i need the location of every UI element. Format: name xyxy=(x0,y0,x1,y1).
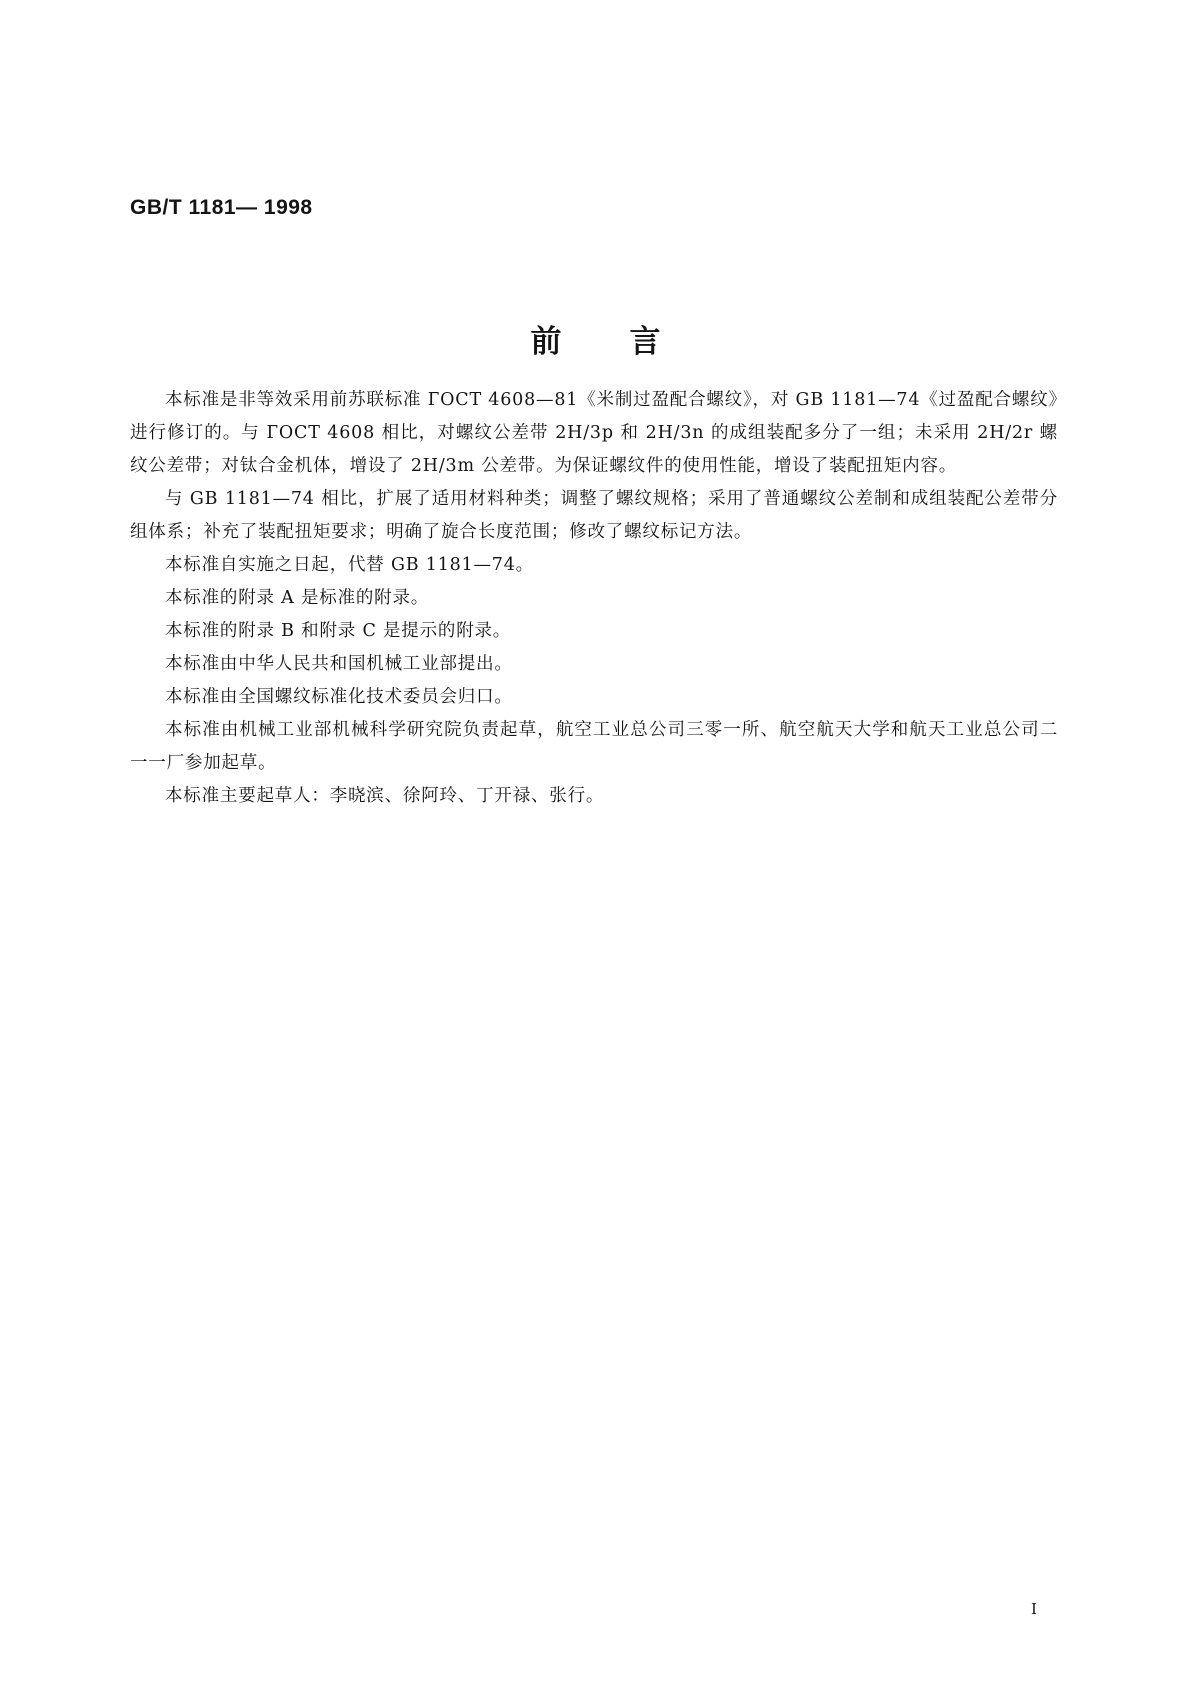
paragraph-adoption: 本标准是非等效采用前苏联标准 ГОСТ 4608—81《米制过盈配合螺纹》，对 GB 1181—74《过盈配合螺纹》进行修订的。与 ГОСТ 4608 相比，对螺纹公差带 2H/3p 和 2H/3n 的成组装配多分了一组；未采用 2H/2r 螺纹公差带；对钛合金机体，增设了 2H/3m 公差带。为保证螺纹件的使用性能，增设了装配扭矩内容。 xyxy=(130,390,1058,476)
paragraph-changes: 与 GB 1181—74 相比，扩展了适用材料种类；调整了螺纹规格；采用了普通螺纹公差制和成组装配公差带分组体系；补充了装配扭矩要求；明确了旋合长度范围；修改了螺纹标记方法。 xyxy=(130,489,1058,542)
paragraph-drafters: 本标准主要起草人：李晓滨、徐阿玲、丁开禄、张行。 xyxy=(165,786,605,806)
paragraph-centralized-by: 本标准由全国螺纹标准化技术委员会归口。 xyxy=(165,687,513,707)
page-number: I xyxy=(1031,1600,1037,1618)
page-title: 前言 xyxy=(530,324,729,360)
paragraph-annex-bc: 本标准的附录 B 和附录 C 是提示的附录。 xyxy=(165,621,512,641)
paragraph-proposed-by: 本标准由中华人民共和国机械工业部提出。 xyxy=(165,654,513,674)
foreword-body xyxy=(130,384,1058,813)
paragraph-drafted-by: 本标准由机械工业部机械科学研究院负责起草，航空工业总公司三零一所、航空航天大学和航天工业总公司二一一厂参加起草。 xyxy=(130,720,1058,773)
paragraph-replacement: 本标准自实施之日起，代替 GB 1181—74。 xyxy=(165,555,534,575)
standard-code: GB/T 1181— 1998 xyxy=(130,196,313,219)
paragraph-annex-a: 本标准的附录 A 是标准的附录。 xyxy=(165,588,430,608)
